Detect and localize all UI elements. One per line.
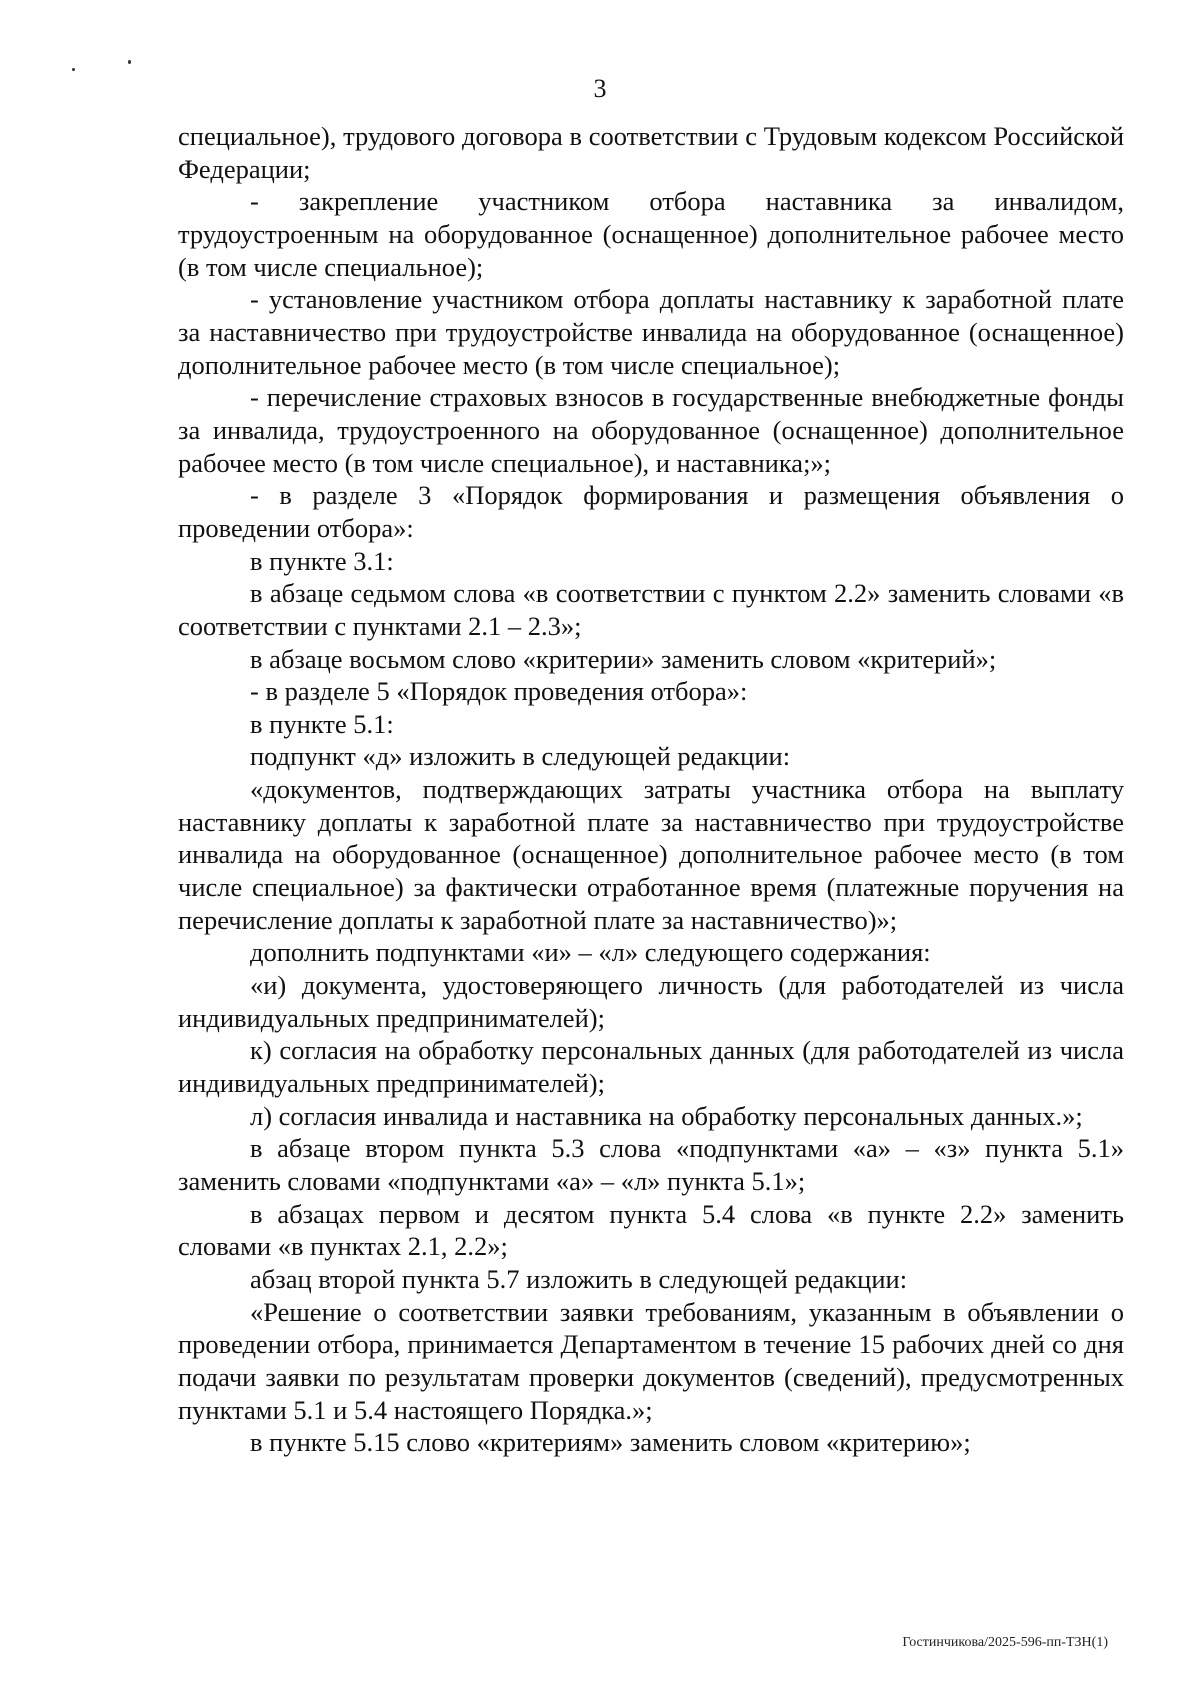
paragraph: в пункте 5.1: — [250, 708, 394, 739]
paragraph: - установление участником отбора доплаты наставнику к заработной плате за наставничество при трудоустройстве инвалида на оборудованное (оснащенное) дополнительное рабочее место (в том числе специальное); — [178, 284, 1124, 380]
paragraph: в пункте 3.1: — [250, 545, 394, 576]
paragraph: в абзаце втором пункта 5.3 слова «подпунктами «а» – «з» пункта 5.1» заменить словами «подпунктами «а» – «л» пункта 5.1»; — [178, 1133, 1124, 1196]
paragraph: «и) документа, удостоверяющего личность (для работодателей из числа индивидуальных предпринимателей); — [178, 970, 1124, 1033]
paragraph: подпункт «д» изложить в следующей редакции: — [250, 741, 791, 772]
paragraph: в абзацах первом и десятом пункта 5.4 слова «в пункте 2.2» заменить словами «в пунктах 2.1, 2.2»; — [178, 1198, 1124, 1262]
paragraph: дополнить подпунктами «и» – «л» следующего содержания: — [250, 937, 931, 968]
document-registration-code: Гостинчикова/2025-596-пп-ТЗН(1) — [902, 1635, 1108, 1650]
paragraph: - перечисление страховых взносов в государственные внебюджетные фонды за инвалида, трудоустроенного на оборудованное (оснащенное) дополнительное рабочее место (в том числе специальное), и наставника;»; — [178, 382, 1124, 478]
paragraph: специальное), трудового договора в соответствии с Трудовым кодексом Российской Федерации; — [178, 121, 1124, 184]
paragraph: в абзаце седьмом слова «в соответствии с пунктом 2.2» заменить словами «в соответствии с пунктами 2.1 – 2.3»; — [178, 578, 1124, 641]
scan-speck — [72, 68, 75, 71]
paragraph: в пункте 5.15 слово «критериям» заменить словом «критерию»; — [250, 1427, 971, 1458]
paragraph: л) согласия инвалида и наставника на обработку персональных данных.»; — [250, 1100, 1083, 1131]
paragraph: абзац второй пункта 5.7 изложить в следующей редакции: — [250, 1263, 908, 1294]
document-body — [178, 120, 1124, 1459]
paragraph: в абзаце восьмом слово «критерии» заменить словом «критерий»; — [250, 643, 997, 674]
paragraph: - закрепление участником отбора наставника за инвалидом, трудоустроенным на оборудованное (оснащенное) дополнительное рабочее место (в том числе специальное); — [178, 186, 1124, 282]
paragraph: - в разделе 3 «Порядок формирования и размещения объявления о проведении отбора»: — [178, 480, 1124, 543]
scan-speck — [128, 60, 131, 64]
page-number: 3 — [593, 74, 607, 103]
paragraph: «документов, подтверждающих затраты участника отбора на выплату наставнику доплаты к заработной плате за наставничество при трудоустройстве инвалида на оборудованное (оснащенное) дополнительное рабочее место (в том числе специальное) за фактически отработанное время (платежные поручения на перечисление доплаты к заработной плате за наставничество)»; — [178, 774, 1124, 935]
paragraph: - в разделе 5 «Порядок проведения отбора»: — [250, 676, 748, 707]
paragraph: «Решение о соответствии заявки требованиям, указанным в объявлении о проведении отбора, принимается Департаментом в течение 15 рабочих дней со дня подачи заявки по результатам проверки документов (сведений), предусмотренных пунктами 5.1 и 5.4 настоящего Порядка.»; — [178, 1296, 1124, 1425]
paragraph: к) согласия на обработку персональных данных (для работодателей из числа индивидуальных предпринимателей); — [178, 1035, 1124, 1099]
